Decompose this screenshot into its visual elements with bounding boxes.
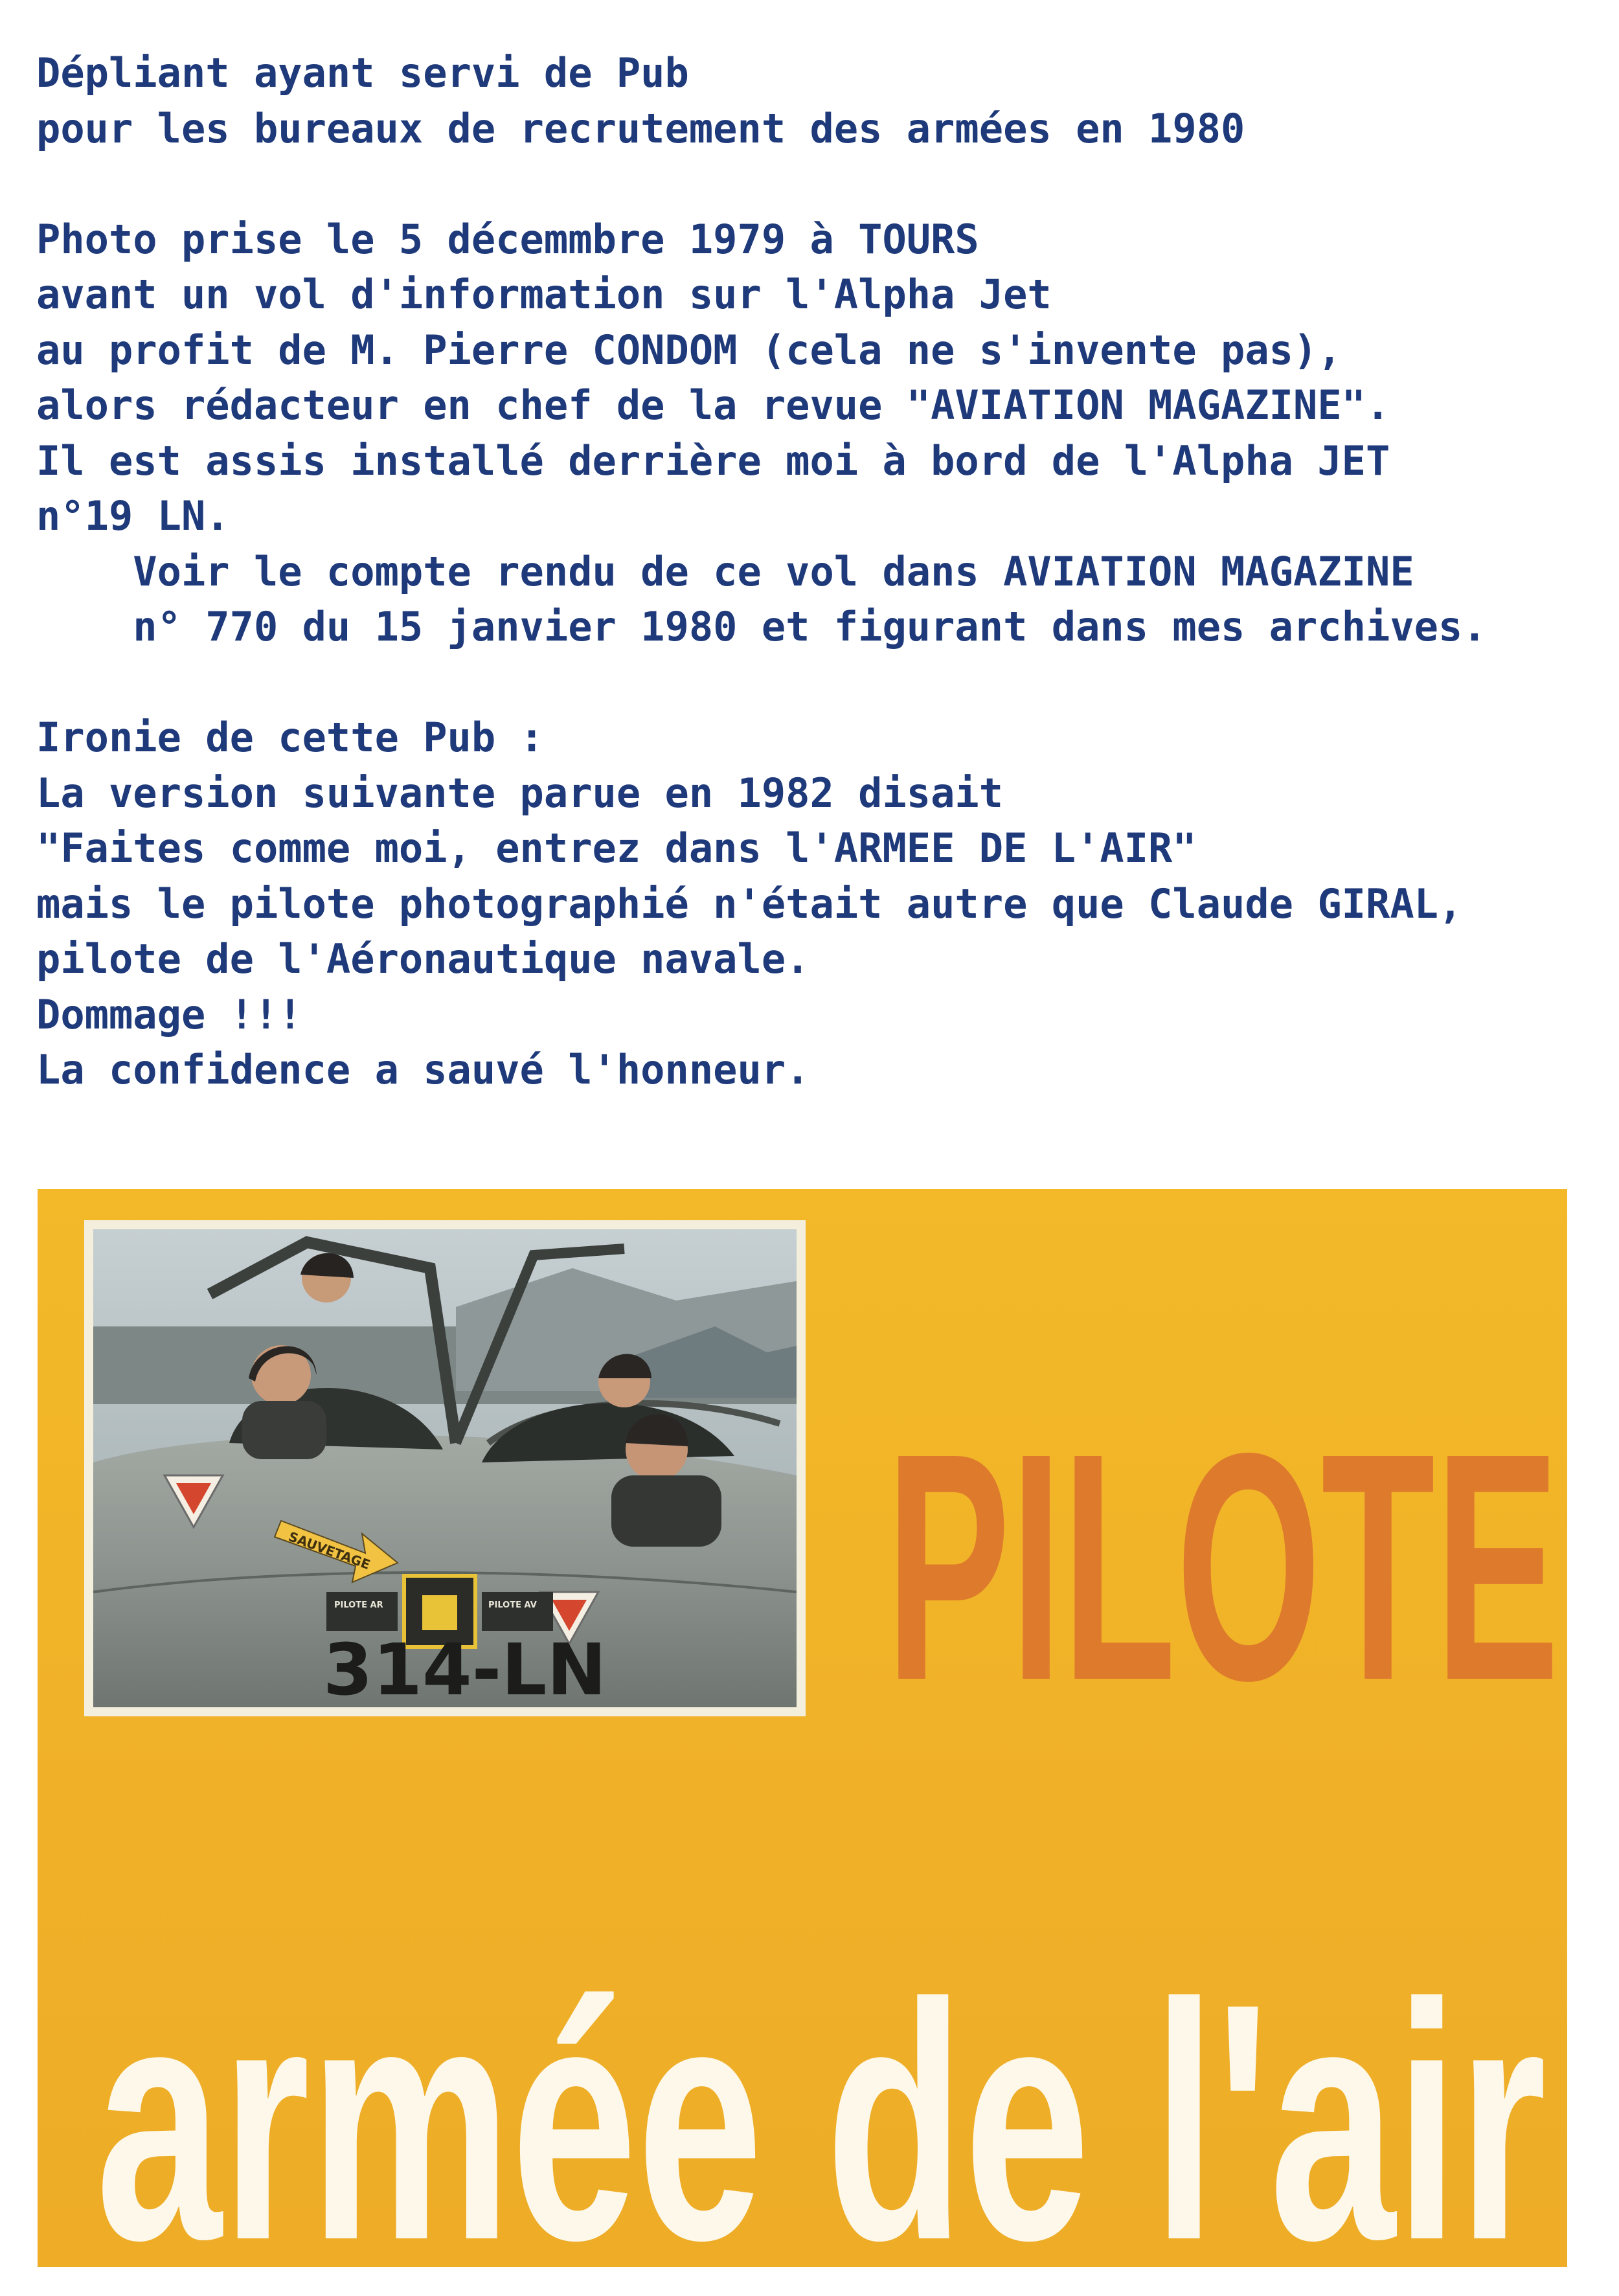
- intro-line: "Faites comme moi, entrez dans l'ARMEE DE L'AIR": [36, 824, 1197, 872]
- intro-line: Il est assis installé derrière moi à bord de l'Alpha JET: [36, 437, 1390, 484]
- intro-line: pour les bureaux de recrutement des armées en 1980: [36, 104, 1245, 152]
- recruitment-leaflet: [38, 1189, 1567, 2267]
- front-pilot-panel-label: PILOTE AV: [488, 1600, 537, 1610]
- intro-line: La confidence a sauvé l'honneur.: [36, 1046, 810, 1093]
- intro-line: [36, 156, 1603, 212]
- intro-line: avant un vol d'information sur l'Alpha Jet: [36, 271, 1052, 318]
- headline-pilote: [873, 1422, 1567, 1694]
- tagline-armee-de-l-air: [76, 1966, 1566, 2251]
- intro-text: [36, 45, 1603, 1098]
- intro-line: Ironie de cette Pub :: [36, 714, 544, 761]
- cockpit-photo: [84, 1220, 806, 1716]
- intro-line: n°19 LN.: [36, 492, 230, 540]
- rear-pilot-panel-label: PILOTE AR: [334, 1600, 383, 1610]
- intro-line: au profit de M. Pierre CONDOM (cela ne s'invente pas),: [36, 326, 1342, 374]
- intro-line: pilote de l'Aéronautique navale.: [36, 935, 810, 983]
- intro-line: Dommage !!!: [36, 990, 302, 1038]
- intro-line: Photo prise le 5 décemmbre 1979 à TOURS: [36, 215, 979, 263]
- alpha-jet-cockpit-illustration: [93, 1229, 797, 1707]
- rescue-arrow-label: SAUVETAGE: [286, 1529, 372, 1573]
- intro-line: Dépliant ayant servi de Pub: [36, 49, 689, 97]
- aircraft-registration: 314-LN: [323, 1628, 607, 1707]
- intro-line: La version suivante parue en 1982 disait: [36, 769, 1004, 817]
- intro-line: alors rédacteur en chef de la revue "AVIATION MAGAZINE".: [36, 381, 1390, 429]
- intro-line: mais le pilote photographié n'était autre que Claude GIRAL,: [36, 880, 1463, 927]
- tagline-text: armée de l'air: [96, 1966, 1546, 2251]
- intro-line: n° 770 du 15 janvier 1980 et figurant dans mes archives.: [36, 603, 1487, 650]
- intro-line: Voir le compte rendu de ce vol dans AVIATION MAGAZINE: [36, 547, 1414, 595]
- headline-text: PILOTE: [886, 1422, 1559, 1694]
- intro-line: [36, 655, 1603, 710]
